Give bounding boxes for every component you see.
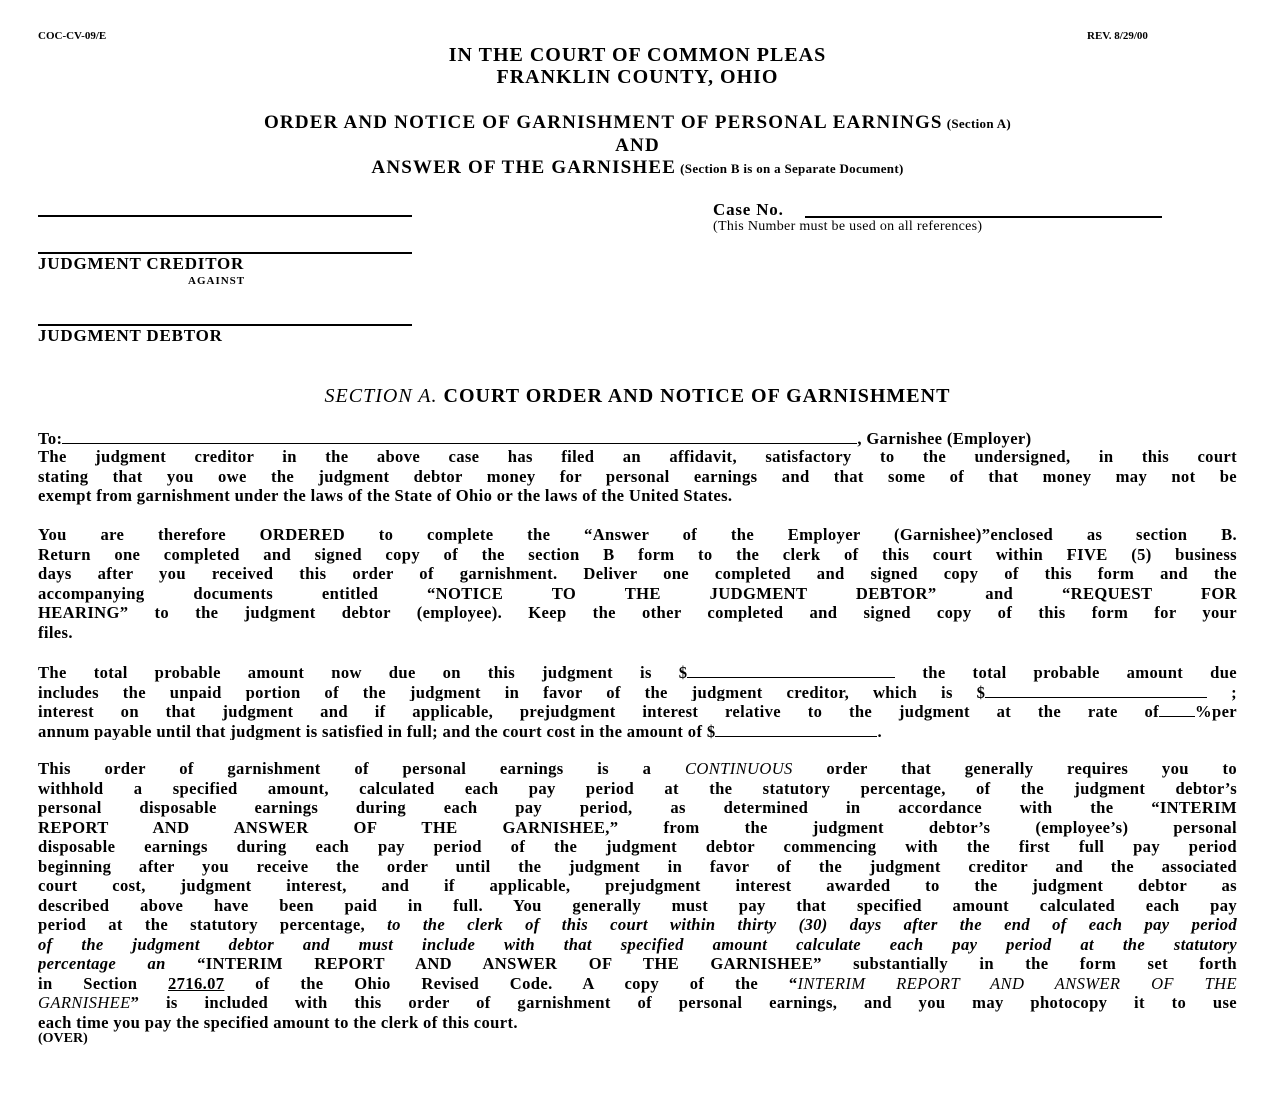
paragraph-line	[38, 701, 1237, 721]
court-name: IN THE COURT OF COMMON PLEAS	[448, 44, 827, 66]
paragraph-line: disposable earnings during each pay period of the judgment debtor commencing with the first full pay period	[38, 837, 1237, 856]
paragraph-line	[38, 662, 1237, 682]
case-number-field[interactable]	[805, 216, 1162, 218]
paragraph-line	[38, 915, 1237, 935]
text-run: the total probable amount due	[895, 663, 1237, 682]
case-number-note: (This Number must be used on all references)	[713, 219, 983, 234]
text-run: %per	[1195, 702, 1237, 721]
paragraph-line	[38, 954, 1237, 974]
text-run-italic: GARNISHEE	[38, 993, 131, 1012]
paragraph-line: accompanying documents entitled “NOTICE TO THE JUDGMENT DEBTOR” and “REQUEST FOR	[38, 583, 1237, 603]
to-line	[38, 428, 1032, 449]
form-subtitle-note: (Section B is on a Separate Document)	[680, 161, 904, 176]
text-run: annum payable until that judgment is satisfied in full; and the court cost in the amount of $	[38, 721, 716, 740]
paragraph-line: personal disposable earnings during each pay period, as determined in accordance with the “INTERIM	[38, 798, 1237, 817]
to-label: To:	[38, 429, 63, 448]
statute-reference: 2716.07	[168, 973, 225, 993]
text-run: This order of garnishment of personal earnings is a	[38, 759, 685, 778]
paragraph-line: withhold a specified amount, calculated each pay period at the statutory percentage, of the judgment debtor’s	[38, 778, 1237, 798]
judgment-debtor-label: JUDGMENT DEBTOR	[38, 326, 223, 345]
paragraph-order	[38, 525, 1237, 642]
paragraph-line: You are therefore ORDERED to complete the “Answer of the Employer (Garnishee)”enclosed as section B.	[38, 525, 1237, 544]
text-run: includes the unpaid portion of the judgment in favor of the judgment creditor, which is $	[38, 682, 986, 701]
paragraph-line: The judgment creditor in the above case has filed an affidavit, satisfactory to the undersigned, in this court	[38, 447, 1237, 466]
paragraph-line: files.	[38, 622, 73, 642]
form-code: COC-CV-09/E	[38, 30, 107, 42]
unpaid-portion-field[interactable]	[985, 682, 1207, 698]
total-amount-field[interactable]	[687, 662, 895, 678]
text-run: order that generally requires you to	[792, 759, 1237, 778]
form-subtitle-main: ANSWER OF THE GARNISHEE	[371, 157, 677, 178]
text-run-italic: to the clerk of this court within thirty (30) days after the end of each pay period	[387, 915, 1237, 934]
paragraph-line	[38, 721, 1237, 741]
over-indicator: (OVER)	[38, 1031, 88, 1046]
revision-date: REV. 8/29/00	[1087, 30, 1148, 42]
county-name: FRANKLIN COUNTY, OHIO	[496, 66, 779, 88]
text-run: .	[877, 721, 882, 740]
paragraph-line	[38, 682, 1237, 702]
paragraph-line: court cost, judgment interest, and if applicable, prejudgment interest awarded to the judgment debtor as	[38, 876, 1237, 895]
judgment-creditor-label: JUDGMENT CREDITOR	[38, 254, 245, 273]
paragraph-continuous-order	[38, 759, 1237, 1032]
creditor-line-1[interactable]	[38, 215, 412, 217]
against-label: AGAINST	[188, 275, 246, 287]
paragraph-line: exempt from garnishment under the laws of the State of Ohio or the laws of the United States.	[38, 486, 733, 505]
text-run: “INTERIM REPORT AND ANSWER OF THE GARNISHEE” substantially in the form set forth	[165, 954, 1237, 973]
section-a-label: SECTION A.	[324, 385, 438, 407]
text-run: ” is included with this order of garnishment of personal earnings, and you may photocopy it to use	[130, 993, 1237, 1012]
paragraph-line: Return one completed and signed copy of the section B form to the clerk of this court within FIVE (5) business	[38, 544, 1237, 564]
interest-rate-field[interactable]	[1159, 701, 1195, 717]
form-title-and: AND	[615, 135, 660, 156]
paragraph-line: stating that you owe the judgment debtor money for personal earnings and that some of that money may not be	[38, 466, 1237, 486]
paragraph-line: days after you received this order of garnishment. Deliver one completed and signed copy of this form and the	[38, 564, 1237, 583]
section-a-title	[0, 385, 1275, 408]
paragraph-affidavit	[38, 447, 1237, 506]
text-run: ;	[1207, 682, 1237, 701]
paragraph-line: beginning after you receive the order until the judgment in favor of the judgment creditor and the associated	[38, 856, 1237, 876]
paragraph-line	[38, 759, 1237, 779]
text-run: of the Ohio Revised Code. A copy of the “	[224, 973, 798, 993]
paragraph-line: of the judgment debtor and must include with that specified amount calculate each pay period at the statutory	[38, 934, 1237, 954]
paragraph-line	[38, 993, 1237, 1013]
court-cost-field[interactable]	[715, 721, 877, 737]
text-run: period at the statutory percentage,	[38, 915, 388, 934]
paragraph-line: described above have been paid in full. You generally must pay that specified amount calculated each pay	[38, 895, 1237, 915]
text-run: The total probable amount now due on this judgment is $	[38, 663, 688, 682]
form-title-note: (Section A)	[946, 116, 1012, 131]
form-title	[0, 112, 1275, 134]
paragraph-line: each time you pay the specified amount to the clerk of this court.	[38, 1012, 518, 1032]
paragraph-amounts	[38, 662, 1237, 740]
paragraph-line: REPORT AND ANSWER OF THE GARNISHEE,” from the judgment debtor’s (employee’s) personal	[38, 817, 1237, 837]
paragraph-line: HEARING” to the judgment debtor (employee). Keep the other completed and signed copy of this form for your	[38, 603, 1237, 622]
paragraph-line	[38, 974, 1237, 994]
case-number-label: Case No.	[713, 200, 784, 219]
form-title-main: ORDER AND NOTICE OF GARNISHMENT OF PERSONAL EARNINGS	[263, 112, 943, 133]
text-run-italic: percentage an	[38, 954, 166, 973]
section-a-heading: COURT ORDER AND NOTICE OF GARNISHMENT	[443, 385, 951, 407]
text-run: in Section	[38, 973, 169, 993]
form-subtitle	[0, 157, 1275, 179]
garnishee-label: , Garnishee (Employer)	[857, 429, 1032, 448]
text-run: interest on that judgment and if applicable, prejudgment interest relative to the judgment at the rate of	[38, 702, 1160, 721]
garnishee-name-field[interactable]	[62, 428, 857, 444]
text-run-italic: CONTINUOUS	[685, 759, 793, 778]
text-run-italic: INTERIM REPORT AND ANSWER OF THE	[797, 973, 1237, 993]
